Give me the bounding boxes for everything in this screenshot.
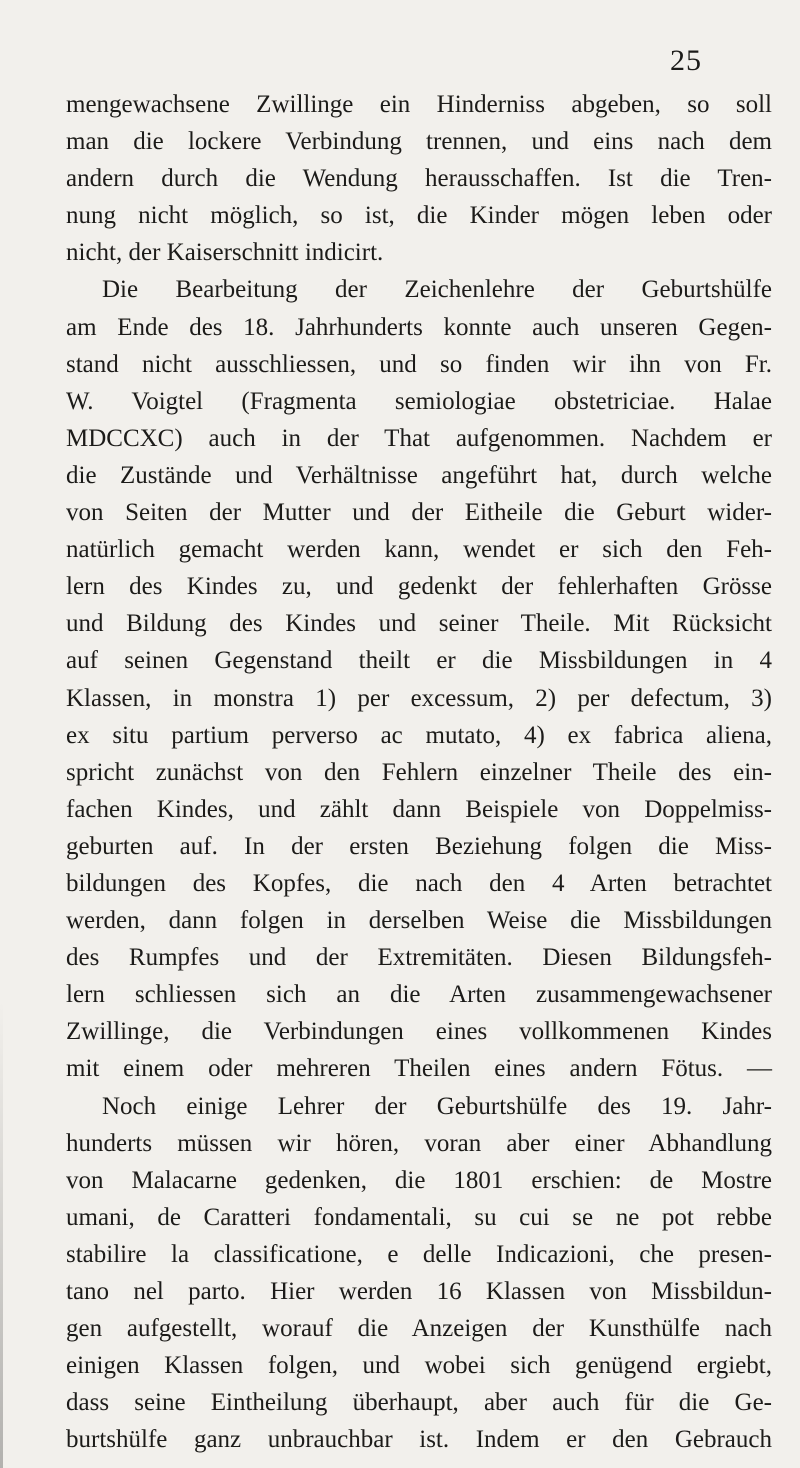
text-line: bildungen des Kopfes, die nach den 4 Arten betrachtet — [66, 869, 772, 897]
text-line: von Malacarne gedenken, die 1801 erschien: de Mostre — [66, 1166, 772, 1194]
text-line: tano nel parto. Hier werden 16 Klassen von Missbildun- — [66, 1278, 772, 1305]
text-line: ex situ partium perverso ac mutato, 4) ex fabrica aliena, — [66, 721, 772, 749]
body-text — [66, 86, 772, 1458]
text-line: Zwillinge, die Verbindungen eines vollkommenen Kindes — [66, 1018, 772, 1046]
text-line: die Zustände und Verhältnisse angeführt hat, durch welche — [66, 461, 772, 489]
text-line: mengewachsene Zwillinge ein Hinderniss abgeben, so soll — [66, 91, 772, 118]
text-line: lern des Kindes zu, und gedenkt der fehlerhaften Grösse — [66, 573, 772, 601]
text-line: am Ende des 18. Jahrhunderts konnte auch unseren Gegen- — [66, 313, 772, 341]
text-line: lern schliessen sich an die Arten zusammengewachsener — [66, 981, 772, 1009]
text-line: geburten auf. In der ersten Beziehung folgen die Miss- — [66, 832, 772, 860]
text-line: nicht, der Kaiserschnitt indicirt. — [66, 239, 384, 267]
text-line: werden, dann folgen in derselben Weise die Missbildungen — [66, 907, 772, 935]
text-line: auf seinen Gegenstand theilt er die Missbildungen in 4 — [66, 647, 772, 675]
text-line: stabilire la classificatione, e delle Indicazioni, che presen- — [66, 1240, 772, 1268]
text-line: stand nicht ausschliessen, und so finden wir ihn von Fr. — [66, 350, 772, 378]
text-line: Klassen, in monstra 1) per excessum, 2) per defectum, 3) — [66, 684, 772, 712]
text-line: nung nicht möglich, so ist, die Kinder mögen leben oder — [66, 202, 772, 230]
text-line: gen aufgestellt, worauf die Anzeigen der Kunsthülfe nach — [66, 1315, 772, 1343]
text-line: und Bildung des Kindes und seiner Theile. Mit Rücksicht — [66, 610, 772, 638]
text-line: man die lockere Verbindung trennen, und eins nach dem — [66, 128, 772, 156]
text-line: spricht zunächst von den Fehlern einzelner Theile des ein- — [66, 758, 772, 786]
text-line: hunderts müssen wir hören, voran aber einer Abhandlung — [66, 1129, 772, 1157]
text-line: einigen Klassen folgen, und wobei sich genügend ergiebt, — [66, 1352, 772, 1380]
paragraph-start-line: Noch einige Lehrer der Geburtshülfe des 19. Jahr- — [102, 1092, 772, 1120]
page-edge-shadow — [0, 1000, 3, 1468]
text-line: W. Voigtel (Fragmenta semiologiae obstetriciae. Halae — [66, 387, 772, 415]
text-line: des Rumpfes und der Extremitäten. Diesen Bildungsfeh- — [66, 944, 772, 972]
paragraph-start-line: Die Bearbeitung der Zeichenlehre der Geburtshülfe — [102, 276, 772, 304]
text-line: burtshülfe ganz unbrauchbar ist. Indem er den Gebrauch — [66, 1426, 772, 1454]
text-line: mit einem oder mehreren Theilen eines andern Fötus. — — [66, 1055, 772, 1083]
text-line: andern durch die Wendung herausschaffen. Ist die Tren- — [66, 165, 772, 193]
text-line: fachen Kindes, und zählt dann Beispiele von Doppelmiss- — [66, 795, 772, 823]
text-line: natürlich gemacht werden kann, wendet er sich den Feh- — [66, 536, 772, 564]
text-line: dass seine Eintheilung überhaupt, aber auch für die Ge- — [66, 1389, 772, 1417]
text-line: umani, de Caratteri fondamentali, su cui se ne pot rebbe — [66, 1203, 772, 1231]
text-line: MDCCXC) auch in der That aufgenommen. Nachdem er — [66, 424, 772, 452]
page-number: 25 — [670, 44, 702, 77]
text-line: von Seiten der Mutter und der Eitheile die Geburt wider- — [66, 499, 772, 527]
